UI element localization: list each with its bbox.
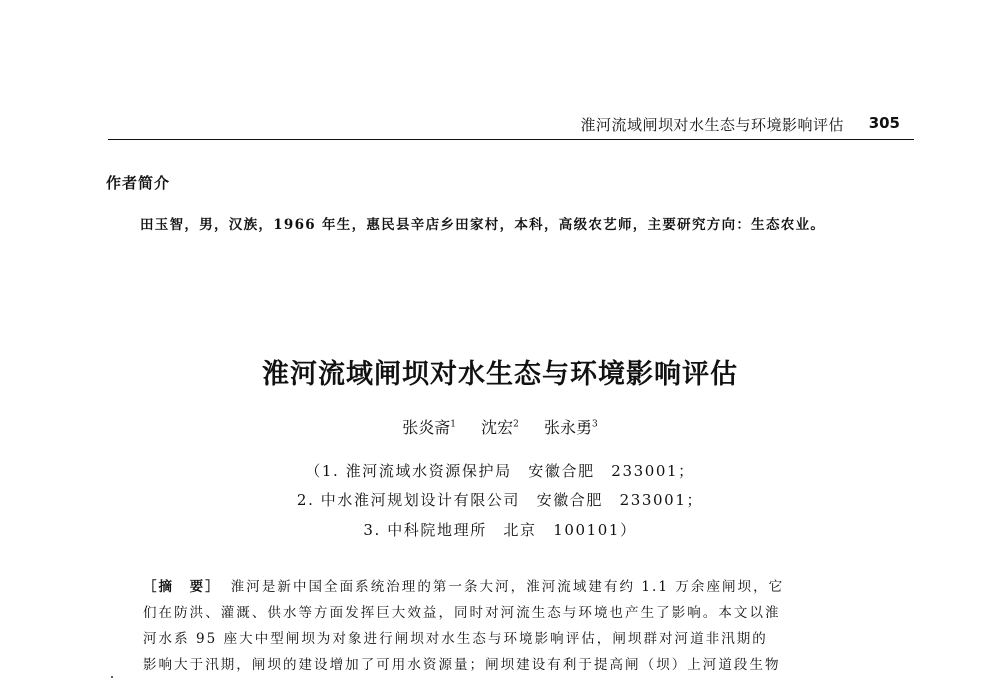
bio-heading: 作者简介 bbox=[106, 174, 171, 192]
author-list bbox=[0, 415, 1000, 438]
abstract-line: 影响大于汛期，闸坝的建设增加了可用水资源量；闸坝建设有利于提高闸（坝）上河道段生物 bbox=[143, 657, 781, 673]
scan-speck bbox=[111, 676, 113, 678]
author bbox=[402, 418, 456, 437]
author bbox=[544, 418, 598, 437]
author-affiliation-mark: 2 bbox=[513, 419, 519, 430]
header-rule bbox=[108, 139, 914, 140]
affiliation-line bbox=[0, 489, 1000, 510]
author-name: 沈宏 bbox=[481, 418, 514, 437]
abstract-label: ［摘 要］ bbox=[143, 579, 221, 595]
page-number: 305 bbox=[868, 114, 900, 132]
affiliation-text: 2. 中水淮河规划设计有限公司 安徽合肥 233001； bbox=[296, 491, 704, 509]
running-header-title: 淮河流域闸坝对水生态与环境影响评估 bbox=[580, 116, 844, 134]
running-header bbox=[108, 112, 914, 136]
author-name: 张炎斋 bbox=[402, 418, 451, 437]
affiliation-text: （1. 淮河流域水资源保护局 安徽合肥 233001； bbox=[305, 462, 695, 480]
author-affiliation-mark: 1 bbox=[450, 419, 457, 430]
affiliation-text: 3. 中科院地理所 北京 100101） bbox=[363, 521, 637, 539]
author-affiliation-mark: 3 bbox=[591, 419, 598, 430]
abstract-line: 们在防洪、灌溉、供水等方面发挥巨大效益，同时对河流生态与环境也产生了影响。本文以淮 bbox=[143, 605, 781, 621]
bio-text: 田玉智，男，汉族，1966 年生，惠民县辛店乡田家村，本科，高级农艺师，主要研究方向：生态农业。 bbox=[140, 217, 826, 233]
abstract-line: 河水系 95 座大中型闸坝为对象进行闸坝对水生态与环境影响评估，闸坝群对河道非汛期的 bbox=[143, 631, 768, 647]
affiliation-line bbox=[0, 460, 1000, 481]
article-title: 淮河流域闸坝对水生态与环境影响评估 bbox=[262, 359, 738, 390]
affiliation-line bbox=[0, 519, 1000, 540]
author-name: 张永勇 bbox=[543, 418, 592, 437]
author bbox=[481, 418, 519, 437]
abstract-line bbox=[143, 574, 883, 600]
abstract-text: 淮河是新中国全面系统治理的第一条大河，淮河流域建有约 1.1 万余座闸坝，它 bbox=[230, 579, 785, 595]
abstract bbox=[143, 574, 883, 678]
